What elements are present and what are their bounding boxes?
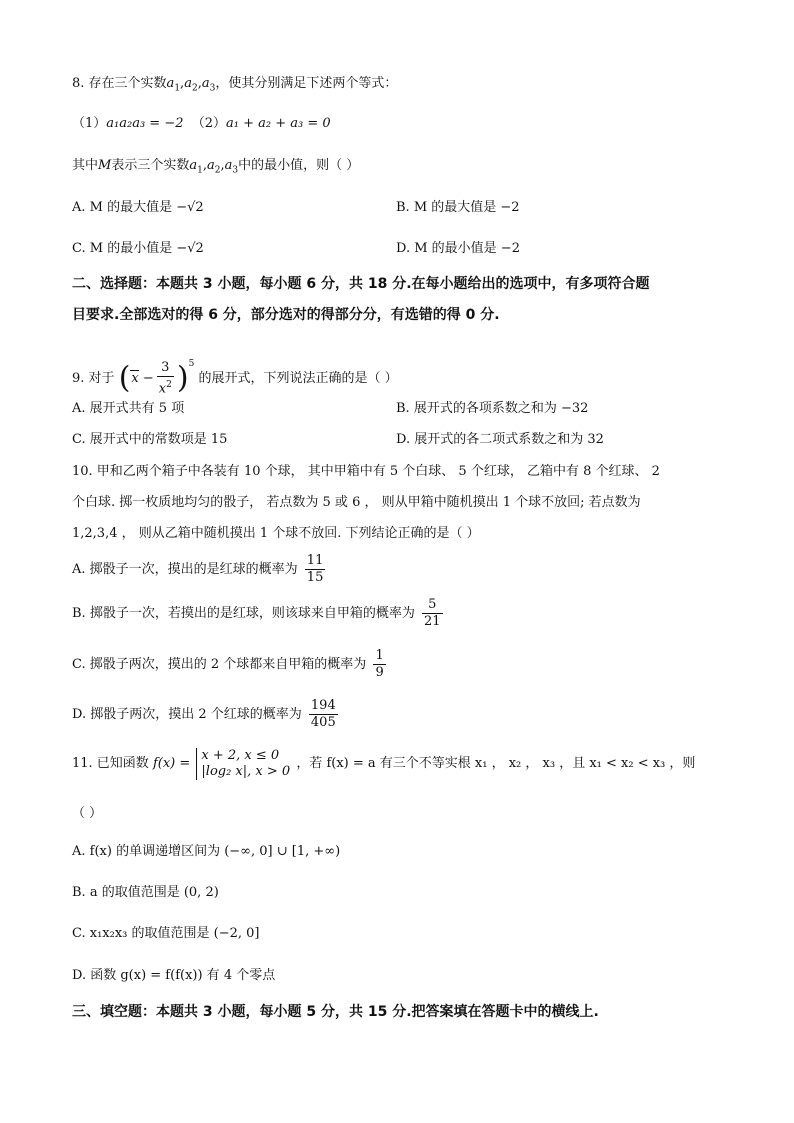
q11-paren: （ ）: [72, 806, 103, 821]
q10-option-d-text: D. 掷骰子两次，摸出 2 个红球的概率为: [72, 707, 302, 722]
q10-option-a-fraction: $\frac{11}{15}$: [306, 553, 324, 585]
q8-stem-text: 8. 存在三个实数: [72, 76, 167, 91]
q8-line3-a: 其中: [72, 158, 99, 173]
q8-eq2-label: （2）: [191, 116, 227, 131]
q10-option-a: [72, 552, 328, 588]
q11-option-b: B. a 的取值范围是 (0, 2): [72, 885, 219, 900]
q11-piecewise: [196, 748, 290, 780]
q8-option-c: C. M 的最小值是 −√2: [72, 241, 204, 256]
q10-option-c-text: C. 掷骰子两次，摸出的 2 个球都来自甲箱的概率为: [72, 657, 367, 672]
q9-stem: 9. 对于 (x − $\frac{3}{x^2}$ )$^5$ 的展开式，下列说法正确的是（ ）: [72, 359, 398, 397]
q11-function: f(x) =: [152, 756, 191, 771]
q8-option-a: A. M 的最大值是 −√2: [72, 200, 204, 215]
q9-option-a: A. 展开式共有 5 项: [72, 401, 185, 416]
section3-heading: 三、填空题：本题共 3 小题，每小题 5 分，共 15 分.把答案填在答题卡中的横线上.: [72, 1004, 599, 1020]
q8-option-b: B. M 的最大值是 −2: [396, 200, 520, 215]
q8-stem-text-end: ，使其分别满足下述两个等式：: [215, 76, 398, 91]
q10-option-c-fraction: $\frac{1}{9}$: [375, 648, 384, 680]
q10-stem-line3: 1,2,3,4 ， 则从乙箱中随机摸出 1 个球不放回. 下列结论正确的是（ ）: [72, 526, 480, 541]
q10-option-d-fraction: $\frac{194}{405}$: [310, 698, 336, 730]
q11-stem-text: 11. 已知函数: [72, 756, 149, 771]
q10-option-b: [72, 596, 446, 632]
q8-line3-b: 表示三个实数: [111, 158, 190, 173]
q8-stem: 8. 存在三个实数$a_1,a_2,a_3$，使其分别满足下述两个等式：: [72, 76, 398, 94]
q10-option-d: [72, 697, 341, 733]
q9-stem-text-end: 的展开式，下列说法正确的是（ ）: [198, 371, 398, 386]
q8-eq2: a₁ + a₂ + a₃ = 0: [226, 116, 331, 131]
q9-stem-text: 9. 对于: [72, 371, 115, 386]
q8-option-d: D. M 的最小值是 −2: [396, 241, 520, 256]
q10-stem-line2: 个白球. 掷一枚质地均匀的骰子， 若点数为 5 或 6 ， 则从甲箱中随机摸出 1 个球不放回; 若点数为: [72, 495, 641, 510]
q8-eq1-label: （1）: [72, 116, 107, 131]
q9-option-b: B. 展开式的各项系数之和为 −32: [396, 401, 589, 416]
q11-option-d: D. 函数 g(x) = f(f(x)) 有 4 个零点: [72, 968, 276, 983]
q9-option-c: C. 展开式中的常数项是 15: [72, 432, 228, 447]
section2-heading-line1: 二、选择题：本题共 3 小题，每小题 6 分，共 18 分.在每小题给出的选项中，有多项符合题: [72, 276, 650, 292]
q8-equations: [72, 114, 331, 134]
q8-line3-c: 中的最小值，则（ ）: [238, 158, 360, 173]
q10-option-b-fraction: $\frac{5}{21}$: [423, 597, 441, 629]
q10-stem-line1: 10. 甲和乙两个箱子中各装有 10 个球， 其中甲箱中有 5 个白球、 5 个红球， 乙箱中有 8 个红球、 2: [72, 464, 660, 479]
q11-case2: |log₂ x|, x > 0: [201, 763, 291, 779]
q10-option-b-text: B. 掷骰子一次，若摸出的是红球，则该球来自甲箱的概率为: [72, 606, 415, 621]
section2-heading-line2: 目要求.全部选对的得 6 分，部分选对的得部分分，有选错的得 0 分.: [72, 307, 500, 323]
q10-option-a-text: A. 掷骰子一次，摸出的是红球的概率为: [72, 562, 298, 577]
q8-line3: 其中M表示三个实数$a_1,a_2,a_3$中的最小值，则（ ）: [72, 158, 360, 176]
q11-case1: x + 2, x ≤ 0: [201, 747, 280, 763]
q8-eq1: a₁a₂a₃ = −2: [106, 116, 184, 131]
q9-option-d: D. 展开式的各二项式系数之和为 32: [396, 432, 604, 447]
q11-option-a: A. f(x) 的单调递增区间为 (−∞, 0] ∪ [1, +∞): [72, 844, 341, 859]
q10-option-c: [72, 647, 389, 683]
q11-stem-text-end: ，若 f(x) = a 有三个不等实根 x₁ ， x₂ ， x₃ ，且 x₁ < x₂ < x₃ ，则: [296, 756, 696, 771]
q8-line3-M: M: [98, 158, 112, 173]
q11-stem: [72, 744, 695, 784]
q11-option-c: C. x₁x₂x₃ 的取值范围是 (−2, 0]: [72, 926, 260, 941]
